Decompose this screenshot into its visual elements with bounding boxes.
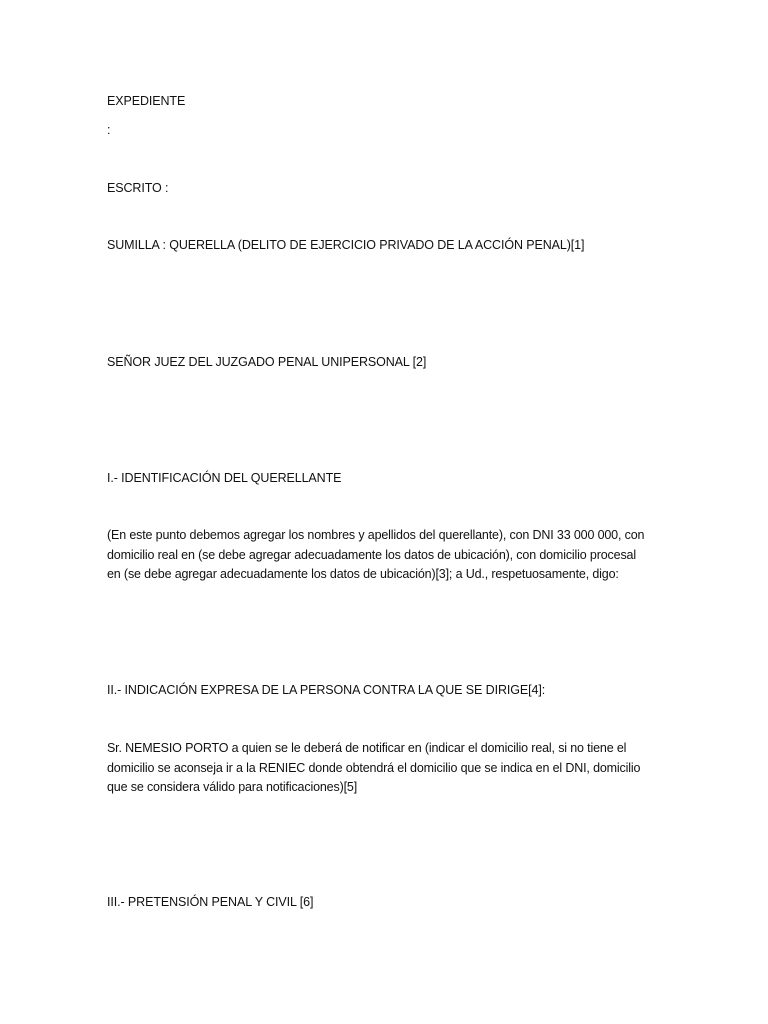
section-heading-pretension: III.- PRETENSIÓN PENAL Y CIVIL [6]	[107, 895, 314, 909]
section-body-indicacion	[107, 739, 667, 798]
section-heading-indicacion: II.- INDICACIÓN EXPRESA DE LA PERSONA CONTRA LA QUE SE DIRIGE[4]:	[107, 683, 546, 697]
section-body-identificacion	[107, 526, 667, 585]
paragraph-line: que se considera válido para notificaciones)[5]	[107, 780, 358, 794]
paragraph-line: Sr. NEMESIO PORTO a quien se le deberá de notificar en (indicar el domicilio real, si no tiene el	[107, 741, 627, 755]
paragraph-line: en (se debe agregar adecuadamente los datos de ubicación)[3]; a Ud., respetuosamente, digo:	[107, 567, 619, 581]
expediente-value: :	[107, 123, 111, 137]
paragraph-line: (En este punto debemos agregar los nombres y apellidos del querellante), con DNI 33 000 000, con	[107, 528, 645, 542]
paragraph-line: domicilio se aconseja ir a la RENIEC donde obtendrá el domicilio que se indica en el DNI, domicilio	[107, 760, 641, 775]
addressee-line: SEÑOR JUEZ DEL JUZGADO PENAL UNIPERSONAL [2]	[107, 355, 427, 369]
sumilla-line: SUMILLA : QUERELLA (DELITO DE EJERCICIO PRIVADO DE LA ACCIÓN PENAL)[1]	[107, 238, 585, 252]
escrito-label: ESCRITO :	[107, 181, 169, 195]
expediente-label: EXPEDIENTE	[107, 94, 186, 108]
paragraph-line: domicilio real en (se debe agregar adecuadamente los datos de ubicación), con domicilio procesal	[107, 547, 636, 562]
section-heading-identificacion: I.- IDENTIFICACIÓN DEL QUERELLANTE	[107, 471, 342, 485]
